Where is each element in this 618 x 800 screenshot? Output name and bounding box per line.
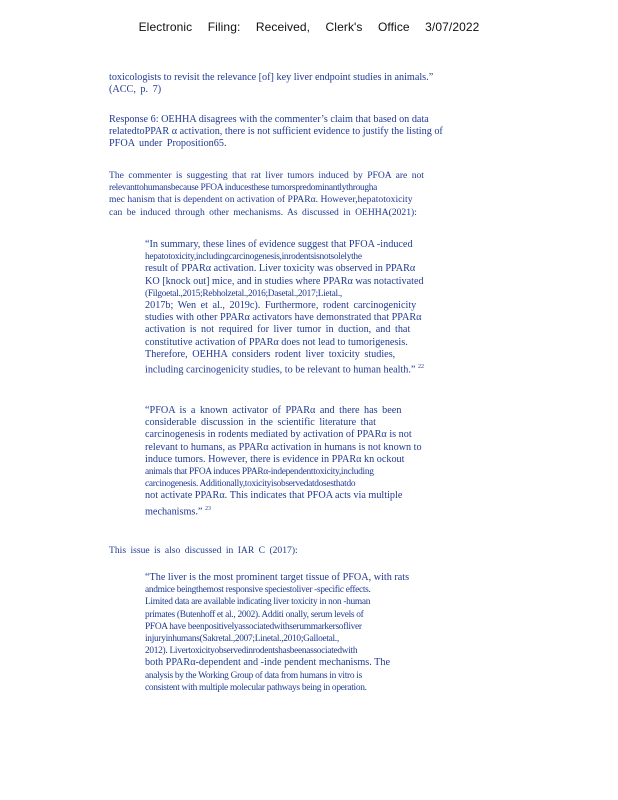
- quote1-line-2: hepatotoxicity,includingcarcinogenesis,inrodentsisnotsolelythe: [145, 252, 362, 263]
- commenter-line-2: relevanttohumansbecause PFOA inducesthese tumorspredominantlythrougha: [109, 183, 378, 194]
- quote1-line-6: 2017b; Wen et al., 2019c). Furthermore, rodent carcinogenicity: [145, 300, 417, 312]
- footnote-marker: 22: [418, 364, 424, 371]
- quote3-line-8: both PPARα-dependent and -inde pendent mechanisms. The: [145, 657, 390, 669]
- quote3-line-4: primates (Butenhoff et al., 2002). Additi onally, serum levels of: [145, 609, 364, 620]
- response-paragraph: [109, 114, 509, 151]
- quote1-line-3: result of PPARα activation. Liver toxicity was observed in PPARα: [145, 263, 416, 275]
- footnote-marker: 23: [204, 505, 211, 512]
- quote3-line-2: andmice beingthemost responsive speciestoliver -specific effects.: [145, 585, 371, 596]
- quote2-line-4: relevant to humans, as PPARα activation in humans is not known to: [145, 441, 422, 453]
- quote-iarc-2017: [145, 572, 475, 694]
- intro-line-2: (ACC, p. 7): [109, 84, 162, 96]
- commenter-line-4: can be induced through other mechanisms. As discussed in OEHHA(2021):: [109, 206, 417, 218]
- quote1-line-8: activation is not required for liver tumor in duction, and that: [145, 324, 411, 336]
- quote1-line-11-text: including carcinogenicity studies, to be relevant to human health.”: [145, 364, 416, 376]
- intro-line-1: toxicologists to revisit the relevance [of] key liver endpoint studies in animals.”: [109, 72, 434, 83]
- commenter-line-3: mec hanism that is dependent on activation of PPARα. However,hepatotoxicity: [109, 194, 413, 206]
- quote2-line-3: carcinogenesis in rodents mediated by activation of PPARα is not: [145, 429, 412, 441]
- filing-stamp: Electronic Filing: Received, Clerk's Office 3/07/2022: [138, 20, 480, 34]
- iarc-paragraph: [109, 545, 409, 557]
- quote-oehha-2021: [145, 239, 490, 377]
- commenter-paragraph: [109, 170, 479, 219]
- quote1-line-9: constitutive activation of PPARα does not lead to tumorigenesis.: [145, 336, 408, 348]
- quote2-line-8: not activate PPARα. This indicates that PFOA acts via multiple: [145, 490, 403, 502]
- quote1-line-1: “In summary, these lines of evidence suggest that PFOA -induced: [145, 239, 413, 250]
- quote3-line-5: PFOA have beenpositivelyassociatedwithserummarkersofliver: [145, 621, 362, 632]
- quote-pfoa-activator: [145, 405, 490, 518]
- quote2-line-9: [145, 503, 490, 519]
- quote3-line-7: 2012). Livertoxicityobservedinrodentshasbeenassociatedwith: [145, 646, 358, 657]
- iarc-line-1: This issue is also discussed in IAR C (2017):: [109, 545, 298, 556]
- quote1-line-11: [145, 361, 490, 377]
- quote3-line-3: Limited data are available indicating liver toxicity in non -human: [145, 597, 371, 608]
- commenter-line-1: The commenter is suggesting that rat liver tumors induced by PFOA are not: [109, 170, 424, 181]
- quote1-line-7: studies with other PPARα activators have demonstrated that PPARα: [145, 312, 422, 324]
- quote1-line-4: KO [knock out] mice, and in studies where PPARα was notactivated: [145, 275, 424, 287]
- quote3-line-1: “The liver is the most prominent target tissue of PFOA, with rats: [145, 572, 410, 583]
- response-line-3: PFOA under Proposition65.: [109, 138, 227, 150]
- quote1-line-10: Therefore, OEHHA considers rodent liver toxicity studies,: [145, 348, 396, 360]
- quote2-line-6: animals that PFOA induces PPARα-independenttoxicity,including: [145, 467, 374, 478]
- response-line-2: relatedtoPPAR α activation, there is not sufficient evidence to justify the listing of: [109, 126, 443, 138]
- quote1-line-5: (Filgoetal.,2015;Rebholzetal.,2016;Dasetal.,2017;Lietal.,: [145, 288, 342, 299]
- quote3-line-10: consistent with multiple molecular pathways being in operation.: [145, 682, 367, 693]
- quote2-line-7: carcinogenesis. Additionally,toxicityisobservedatdosesthatdo: [145, 479, 356, 490]
- quote2-line-2: considerable discussion in the scientific literature that: [145, 417, 376, 429]
- quote2-line-9-text: mechanisms.”: [145, 506, 203, 518]
- response-line-1: Response 6: OEHHA disagrees with the commenter’s claim that based on data: [109, 114, 429, 125]
- quote3-line-6: injuryinhumans(Sakretal.,2007;Linetal.,2010;Galloetal.,: [145, 634, 339, 645]
- quote2-line-5: induce tumors. However, there is evidence in PPARα kn ockout: [145, 453, 405, 465]
- quote2-line-1: “PFOA is a known activator of PPARα and there has been: [145, 405, 402, 416]
- quote3-line-9: analysis by the Working Group of data from humans in vitro is: [145, 670, 362, 681]
- intro-paragraph: [109, 72, 509, 96]
